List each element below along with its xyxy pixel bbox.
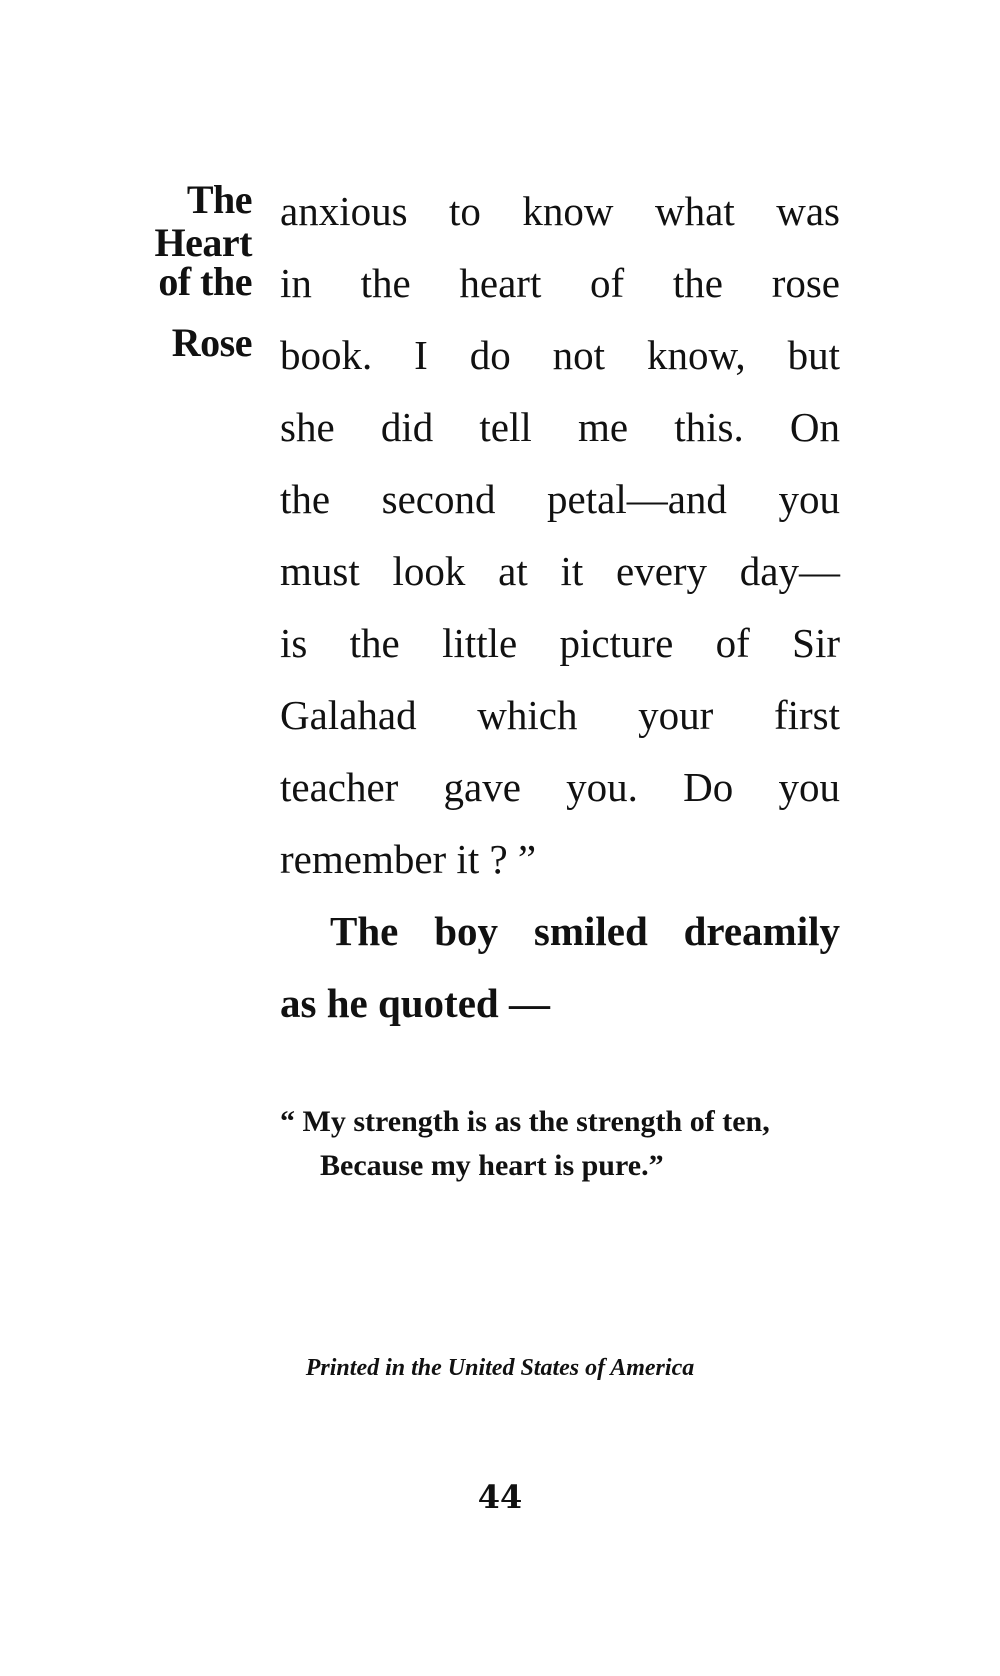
text-line: in the heart of the rose xyxy=(280,260,840,306)
side-title-line: of the xyxy=(158,259,252,304)
verse-line: Because my heart is pure.” xyxy=(320,1149,664,1182)
body-text xyxy=(280,175,840,1039)
text-line: remember it ? ” xyxy=(280,836,537,882)
text-line: she did tell me this. On xyxy=(280,404,840,450)
printer-imprint: Printed in the United States of America xyxy=(305,1355,695,1381)
text-line: the second petal—and you xyxy=(280,476,840,522)
text-line: must look at it every day— xyxy=(280,548,840,594)
verse-line: “ My strength is as the strength of ten, xyxy=(280,1105,770,1138)
side-title-line: The xyxy=(186,177,252,222)
running-side-title xyxy=(120,177,252,365)
side-title-line: Rose xyxy=(171,320,252,365)
text-line: as he quoted — xyxy=(280,980,550,1026)
paragraph-start-line: The boy smiled dreamily xyxy=(330,908,840,954)
text-line: Galahad which your first xyxy=(280,692,840,738)
text-line: anxious to know what was xyxy=(280,188,840,234)
page-number: 44 xyxy=(477,1478,523,1516)
text-line: is the little picture of Sir xyxy=(280,620,840,666)
text-line: book. I do not know, but xyxy=(280,332,840,378)
text-line: teacher gave you. Do you xyxy=(280,764,840,810)
verse-quote xyxy=(280,1100,860,1188)
side-title-line: Heart xyxy=(154,220,252,265)
